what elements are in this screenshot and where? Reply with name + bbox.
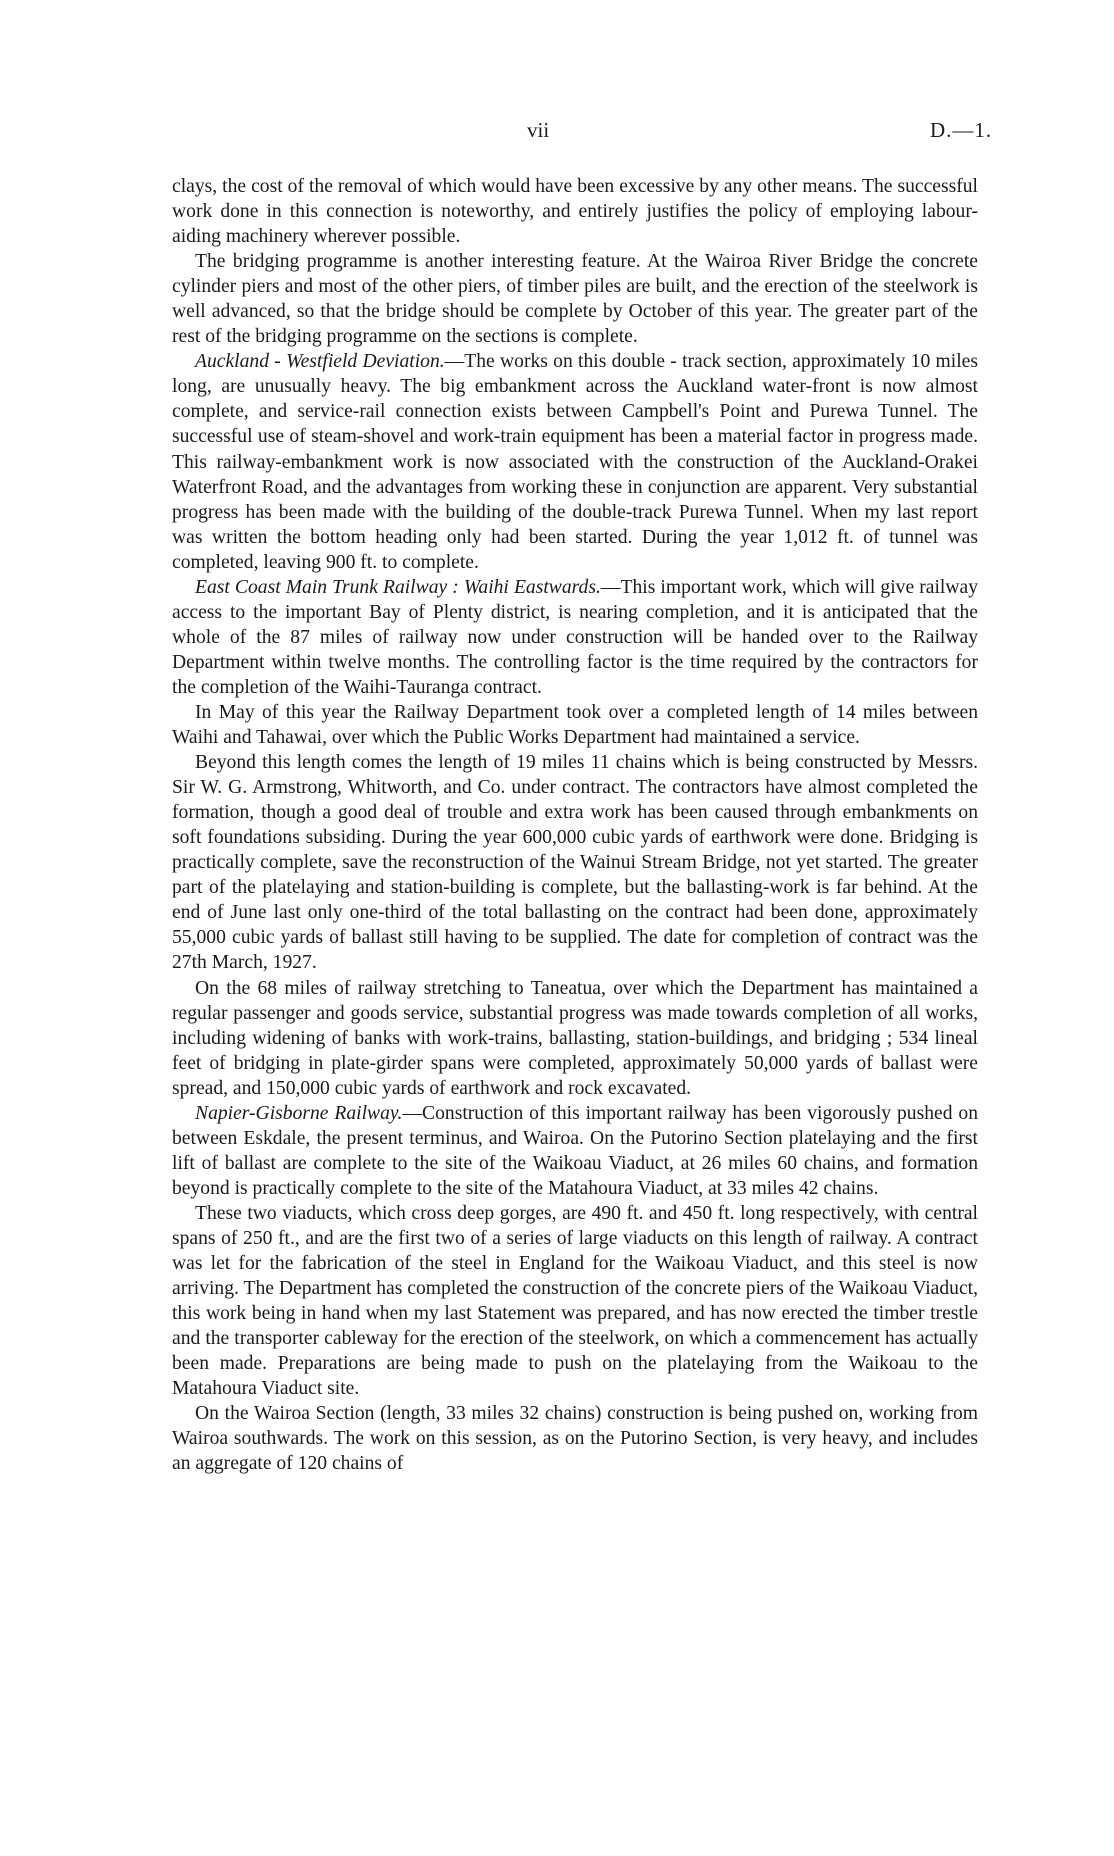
paragraph xyxy=(172,349,978,574)
paragraph xyxy=(172,700,978,750)
document-code: D.—1. xyxy=(930,118,993,142)
body-text xyxy=(172,174,978,1476)
paragraph xyxy=(172,174,978,249)
paragraph-text: Beyond this length comes the length of 19 miles 11 chains which is being constructed by Messrs. Sir W. G. Armstrong, Whitworth, and Co. under contract. The contractors have almost completed the formation, though a good deal of trouble and extra work has been caused through embankments on soft foundations subsiding. During the year 600,000 cubic yards of earthwork were done. Bridging is practically complete, save the reconstruction of the Wainui Stream Bridge, not yet started. The greater part of the platelaying and station-building is complete, but the ballasting-work is far behind. At the end of June last only one-third of the total ballasting on the contract had been done, approximately 55,000 cubic yards of ballast still having to be supplied. The date for completion of contract was the 27th March, 1927. xyxy=(172,752,978,974)
section-heading: Napier-Gisborne Railway. xyxy=(195,1102,403,1124)
page-header xyxy=(0,118,1114,148)
paragraph-text: clays, the cost of the removal of which would have been excessive by any other means. The successful work done in this connection is noteworthy, and entirely justifies the policy of employing labour-aiding machinery wherever possible. xyxy=(172,176,978,248)
paragraph-text: These two viaducts, which cross deep gorges, are 490 ft. and 450 ft. long respectively, with central spans of 250 ft., and are the first two of a series of large viaducts on this length of railway. A contract was let for the fabrication of the steel in England for the Waikoau Viaduct, and this steel is now arriving. The Department has completed the construction of the concrete piers of the Waikoau Viaduct, this work being in hand when my last Statement was prepared, and has now erected the timber trestle and the transporter cableway for the erection of the steelwork, on which a commencement has actually been made. Preparations are being made to push on the platelaying from the Waikoau to the Matahoura Viaduct site. xyxy=(172,1202,978,1400)
paragraph xyxy=(172,575,978,700)
paragraph-text: On the Wairoa Section (length, 33 miles 32 chains) construction is being pushed on, working from Wairoa southwards. The work on this session, as on the Putorino Section, is very heavy, and includes an aggregate of 120 chains of xyxy=(172,1403,978,1475)
paragraph-text: —This important work, which will give railway access to the important Bay of Plenty district, is nearing completion, and it is anticipated that the whole of the 87 miles of railway now under construction will be handed over to the Railway Department within twelve months. The controlling factor is the time required by the contractors for the completion of the Waihi-Tauranga contract. xyxy=(172,576,979,698)
paragraph xyxy=(172,976,978,1101)
paragraph xyxy=(172,1101,978,1201)
paragraph xyxy=(172,1201,978,1401)
paragraph xyxy=(172,750,978,975)
paragraph xyxy=(172,1401,978,1476)
paragraph-text: On the 68 miles of railway stretching to Taneatua, over which the Department has maintained a regular passenger and goods service, substantial progress was made towards completion of all works, including widening of banks with work-trains, ballasting, station-buildings, and bridging ; 534 lineal feet of bridging in plate-girder spans were completed, approximately 50,000 yards of ballast were spread, and 150,000 cubic yards of earthwork and rock excavated. xyxy=(172,977,978,1099)
section-heading: Auckland - Westfield Deviation. xyxy=(195,351,445,373)
page-number: vii xyxy=(527,118,550,142)
paragraph-text: —The works on this double - track section, approximately 10 miles long, are unusually heavy. The big embankment across the Auckland water-front is now almost complete, and service-rail connection exists between Campbell's Point and Purewa Tunnel. The successful use of steam-shovel and work-train equipment has been a material factor in progress made. This railway-embankment work is now associated with the construction of the Auckland-Orakei Waterfront Road, and the advantages from working these in conjunction are apparent. Very substantial progress has been made with the building of the double-track Purewa Tunnel. When my last report was written the bottom heading only had been started. During the year 1,012 ft. of tunnel was completed, leaving 900 ft. to complete. xyxy=(172,351,978,573)
section-heading: East Coast Main Trunk Railway : Waihi Eastwards. xyxy=(195,576,601,598)
paragraph-text: In May of this year the Railway Department took over a completed length of 14 miles between Waihi and Tahawai, over which the Public Works Department had maintained a service. xyxy=(172,701,978,749)
paragraph-text: The bridging programme is another interesting feature. At the Wairoa River Bridge the concrete cylinder piers and most of the other piers, of timber piles are built, and the erection of the steelwork is well advanced, so that the bridge should be complete by October of this year. The greater part of the rest of the bridging programme on the sections is complete. xyxy=(172,251,978,348)
paragraph-text: —Construction of this important railway has been vigorously pushed on between Eskdale, the present terminus, and Wairoa. On the Putorino Section platelaying and the first lift of ballast are complete to the site of the Waikoau Viaduct, at 26 miles 60 chains, and formation beyond is practically complete to the site of the Matahoura Viaduct, at 33 miles 42 chains. xyxy=(172,1102,978,1199)
paragraph xyxy=(172,249,978,349)
